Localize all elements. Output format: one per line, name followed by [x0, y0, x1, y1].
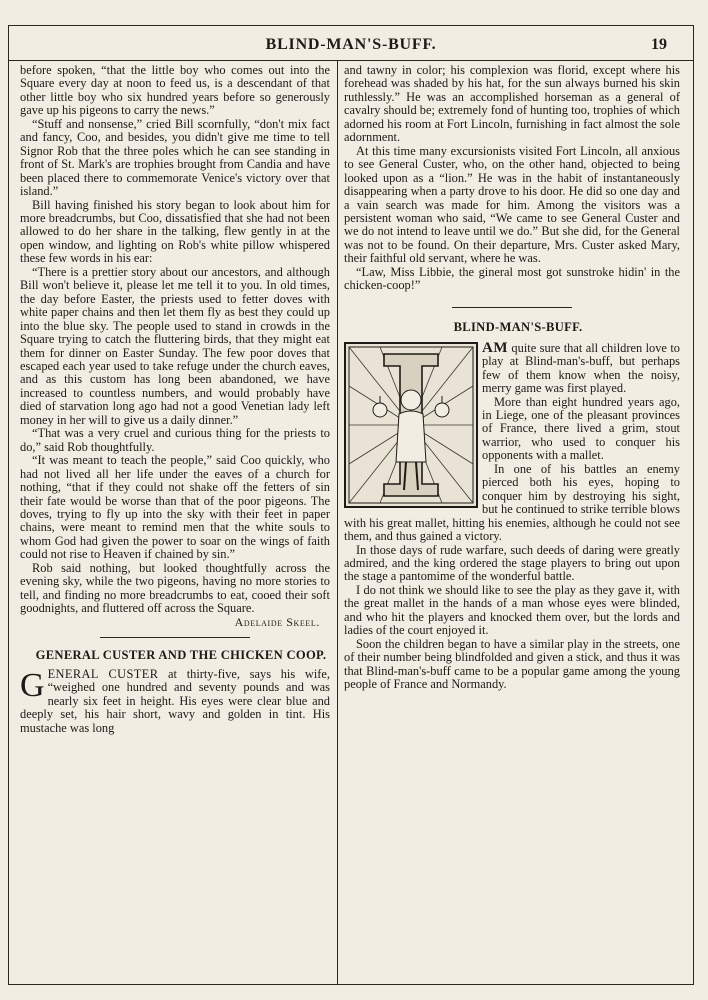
paragraph: More than eight hundred years ago, in Liege, one of the pleasant provinces of France, there lived a grim, stout warrior, who used to conquer his opponents with a mallet. [482, 394, 680, 463]
paragraph: “There is a prettier story about our ancestors, and although Bill won't believe it, please let me tell it to you. In old times, the day before Easter, the priests used to fetter doves with white paper chains and then let them fly as best they could up into the blue sky. The people used to stand in crowds in the Square trying to catch the fluttering birds, that they might eat them for dinner on Easter Sunday. The few poor doves that escaped each year used to take refuge under the church eaves, and as this custom has long been abandoned, we have increased to countless numbers, and would probably have died of starvation long ago had not a good Venetian lady left money in her will to give us a daily dinner.” [20, 264, 330, 427]
page-number: 19 [651, 36, 667, 53]
paragraph: Rob said nothing, but looked thoughtfully across the evening sky, while the two pigeons, having no more stories to tell, and finding no more breadcrumbs to eat, cooed their soft goodnights, and fluttered off across the Square. [20, 560, 330, 616]
paragraph: I do not think we should like to see the play as they gave it, with the great mallet in the hands of a man whose eyes were blinded, and who hit the players and knocked them over, but the lords and ladies of the court enjoyed it. [344, 582, 680, 638]
illustrated-initial-i [344, 342, 478, 508]
left-column [20, 64, 330, 735]
running-header [8, 29, 694, 59]
bmb-lead-word: AM [482, 339, 508, 356]
header-rule [8, 60, 694, 61]
custer-first-paragraph [20, 668, 330, 735]
paragraph: “That was a very cruel and curious thing for the priests to do,” said Rob thoughtfully. [20, 426, 330, 454]
paragraph: “It was meant to teach the people,” said Coo quickly, who had not lived all her life under the eaves of a church for nothing, “that if they could not shake off the fetters of sin their fate would be worse than that of the poor pigeons. The doves, trying to fly up into the sky with their feet in paper chains, were meant to remind men that the white souls to whom God had given the power to soar on the wings of faith could not rise to Heaven if chained by sin.” [20, 453, 330, 562]
paragraph: Soon the children began to have a similar play in the streets, one of their number being blindfolded and given a stick, and thus it was that Blind-man's-buff came to be a popular game among the young people of France and Normandy. [344, 636, 680, 692]
paragraph: In those days of rude warfare, such deeds of daring were greatly admired, and the king ordered the stage players to bring out upon the stage a pantomime of the wonderful battle. [344, 542, 680, 584]
custer-lead-words: ENERAL CUSTER [47, 667, 159, 682]
custer-article-heading: GENERAL CUSTER AND THE CHICKEN COOP. [35, 648, 327, 663]
drop-cap-letter: G [20, 667, 45, 705]
paragraph: “Stuff and nonsense,” cried Bill scornfully, “don't mix fact and fancy, Coo, and besides, you didn't give me time to tell Signor Rob that the three poles which he can see standing in front of St. Mark's are trophies brought from Candia and have been placed there to commemorate Venice's victory over that island.” [20, 116, 330, 199]
paragraph: and tawny in color; his complexion was florid, except where his forehead was shaded by his hat, for the sun always burned his skin ruthlessly.” He was an accomplished horseman as a general of cavalry should be; extremely fond of hunting too, trophies of which adorned his room at Fort Lincoln, furnishing in fact almost the sole adornment. [344, 63, 680, 145]
paragraph: In one of his battles an enemy pierced both his eyes, hoping to conquer him by destroying his sight, but he continued to strike terrible blows with his great mallet, hitting his enemies, although he could not see them, and thus gained a victory. [344, 461, 680, 544]
right-column [344, 64, 680, 691]
paragraph: “Law, Miss Libbie, the gineral most got sunstroke hidin' in the chicken-coop!” [344, 264, 680, 293]
paragraph: At this time many excursionists visited Fort Lincoln, all anxious to see General Custer, who, on the other hand, objected to being looked upon as a “lion.” He was in the habit of instantaneously disappearing when a party drove to his door. He did so one day and a vain search was made for him. Among the visitors was a persistent woman who said, “We came to see General Custer and we do not intend to leave until we do.” But she did, for the General was not to be found. On their departure, Mrs. Custer asked Mary, their faithful old servant, where he was. [344, 143, 680, 266]
author-signature: Adelaide Skeel. [234, 614, 320, 629]
blind-mans-buff-heading: BLIND-MAN'S-BUFF. [453, 319, 583, 334]
drop-cap-illustration-icon [344, 342, 478, 508]
paragraph: Bill having finished his story began to look about him for more breadcrumbs, but Coo, dissatisfied that she had not been allowed to do her share in the talking, flew gently in at the open window, and lighting on Rob's white pillow whispered these few words in his ear: [20, 197, 330, 266]
bmb-paragraph-text: quite sure that all children love to play at Blind-man's-buff, but perhaps few of them know when the noisy, merry game was first played. [482, 340, 680, 396]
running-title: BLIND-MAN'S-BUFF. [265, 36, 437, 53]
column-divider [337, 61, 338, 985]
paragraph: before spoken, “that the little boy who comes out into the Square every day at noon to feed us, is a descendant of that other little boy who six hundred years before so generously gave up his pigeons to carry the news.” [20, 63, 330, 118]
custer-paragraph-text: at thirty-five, says his wife, “weighed one hundred and seventy pounds and was nearly six feet in height. His eyes were clear blue and deeply set, his hair short, wavy and golden in tint. His mustache was long [20, 667, 330, 735]
